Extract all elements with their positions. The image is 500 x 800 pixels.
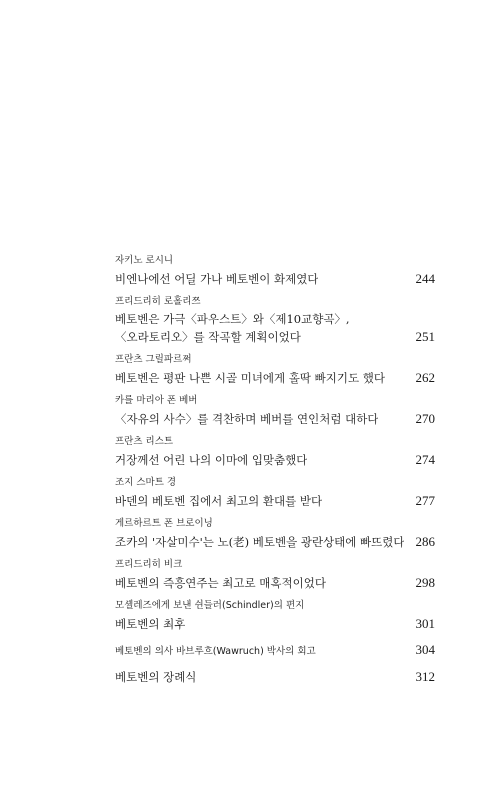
toc-entry-title: 조카의 '자살미수'는 노(老) 베토벤을 광란상태에 빠뜨렸다 (115, 535, 405, 549)
toc-entry-page-number: 304 (415, 642, 435, 657)
toc-entry-page-number: 244 (415, 271, 435, 286)
table-of-contents (115, 255, 435, 694)
toc-entry-author: 자키노 로시니 (115, 255, 174, 266)
toc-entry-author: 프리드리히 비크 (115, 559, 183, 570)
toc-entry-page-number: 251 (415, 329, 435, 344)
toc-entry-page-number: 262 (415, 370, 435, 385)
toc-entry-page-number: 286 (415, 534, 435, 549)
toc-entry-title: 베토벤은 가극〈파우스트〉와〈제10교향곡〉, (115, 312, 350, 326)
toc-entry-page-number: 301 (415, 616, 435, 631)
toc-entry-title: 바덴의 베토벤 집에서 최고의 환대를 받다 (115, 494, 323, 508)
toc-entry[interactable] (115, 354, 435, 387)
toc-entry-title: 베토벤의 장례식 (115, 670, 197, 684)
toc-entry[interactable] (115, 668, 435, 686)
toc-entry-title: 베토벤의 최후 (115, 617, 186, 631)
toc-entry[interactable] (115, 296, 435, 346)
toc-entry[interactable] (115, 600, 435, 633)
toc-entry[interactable] (115, 395, 435, 428)
toc-entry-title: 베토벤은 평판 나쁜 시골 미녀에게 홀딱 빠지기도 했다 (115, 371, 385, 385)
toc-entry[interactable] (115, 255, 435, 288)
toc-entry-title: 〈자유의 사수〉를 격찬하며 베버를 연인처럼 대하다 (115, 412, 379, 426)
toc-entry-author: 카를 마리아 폰 베버 (115, 395, 198, 406)
toc-entry-author: 조지 스마트 경 (115, 477, 177, 488)
toc-entry-author: 게르하르트 폰 브로이닝 (115, 518, 213, 529)
toc-entry-author: 프란츠 리스트 (115, 436, 174, 447)
toc-entry-author: 모셸레즈에게 보낸 쉰들러(Schindler)의 편지 (115, 600, 305, 611)
toc-entry[interactable] (115, 641, 435, 660)
toc-entry-title: 베토벤의 즉흥연주는 최고로 매혹적이었다 (115, 576, 326, 590)
toc-entry-title: 거장께선 어린 나의 이마에 입맞춤했다 (115, 453, 308, 467)
toc-entry-page-number: 277 (415, 493, 435, 508)
toc-entry-title: 베토벤의 의사 바브루흐(Wawruch) 박사의 회고 (115, 646, 316, 657)
toc-entry[interactable] (115, 477, 435, 510)
toc-entry[interactable] (115, 518, 435, 551)
toc-entry-author: 프리드리히 로홀리쯔 (115, 296, 201, 307)
toc-entry-page-number: 270 (415, 411, 435, 426)
toc-entry-title: 비엔나에선 어딜 가나 베토벤이 화제였다 (115, 272, 319, 286)
toc-entry[interactable] (115, 559, 435, 592)
toc-entry-title-continued: 〈오라토리오〉를 작곡할 계획이었다 (115, 330, 301, 344)
toc-entry-page-number: 298 (415, 575, 435, 590)
toc-entry[interactable] (115, 436, 435, 469)
toc-entry-page-number: 274 (415, 452, 435, 467)
toc-entry-author: 프란츠 그릴파르쩌 (115, 354, 192, 365)
toc-entry-page-number: 312 (415, 669, 435, 684)
